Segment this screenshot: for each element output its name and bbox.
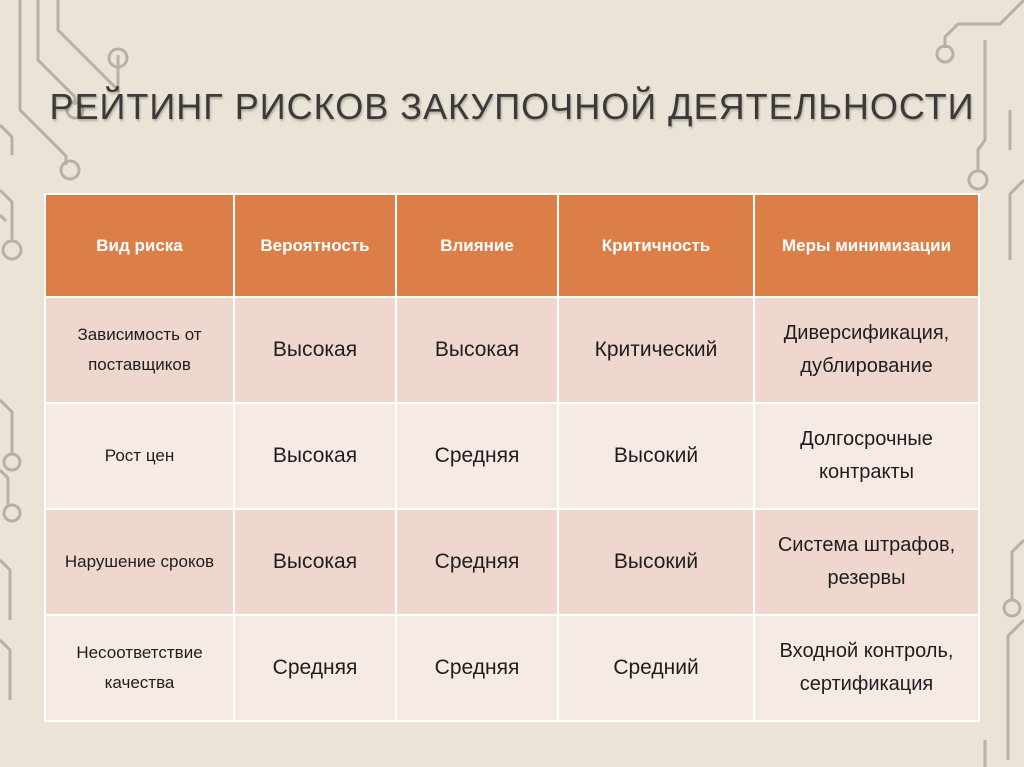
probability-cell: Высокая: [234, 403, 396, 509]
header-impact: Влияние: [396, 194, 558, 297]
criticality-cell: Средний: [558, 615, 754, 721]
table-row: [45, 615, 979, 721]
table-row: [45, 509, 979, 615]
measures-cell: Система штрафов, резервы: [754, 509, 979, 615]
risk-type-cell: Несоответствие качества: [45, 615, 234, 721]
criticality-cell: Высокий: [558, 403, 754, 509]
table-row: [45, 297, 979, 403]
probability-cell: Высокая: [234, 509, 396, 615]
probability-cell: Средняя: [234, 615, 396, 721]
slide-title: РЕЙТИНГ РИСКОВ ЗАКУПОЧНОЙ ДЕЯТЕЛЬНОСТИ: [49, 86, 975, 127]
criticality-cell: Высокий: [558, 509, 754, 615]
impact-cell: Средняя: [396, 403, 558, 509]
header-criticality: Критичность: [558, 194, 754, 297]
table-row: [45, 403, 979, 509]
risk-type-cell: Зависимость от поставщиков: [45, 297, 234, 403]
header-risk-type: Вид риска: [45, 194, 234, 297]
measures-cell: Долгосрочные контракты: [754, 403, 979, 509]
impact-cell: Средняя: [396, 615, 558, 721]
measures-cell: Входной контроль, сертификация: [754, 615, 979, 721]
header-measures: Меры минимизации: [754, 194, 979, 297]
risk-rating-table: [44, 193, 980, 722]
risk-type-cell: Рост цен: [45, 403, 234, 509]
header-probability: Вероятность: [234, 194, 396, 297]
measures-cell: Диверсификация, дублирование: [754, 297, 979, 403]
impact-cell: Средняя: [396, 509, 558, 615]
risk-type-cell: Нарушение сроков: [45, 509, 234, 615]
impact-cell: Высокая: [396, 297, 558, 403]
probability-cell: Высокая: [234, 297, 396, 403]
table-header-row: [45, 194, 979, 297]
criticality-cell: Критический: [558, 297, 754, 403]
